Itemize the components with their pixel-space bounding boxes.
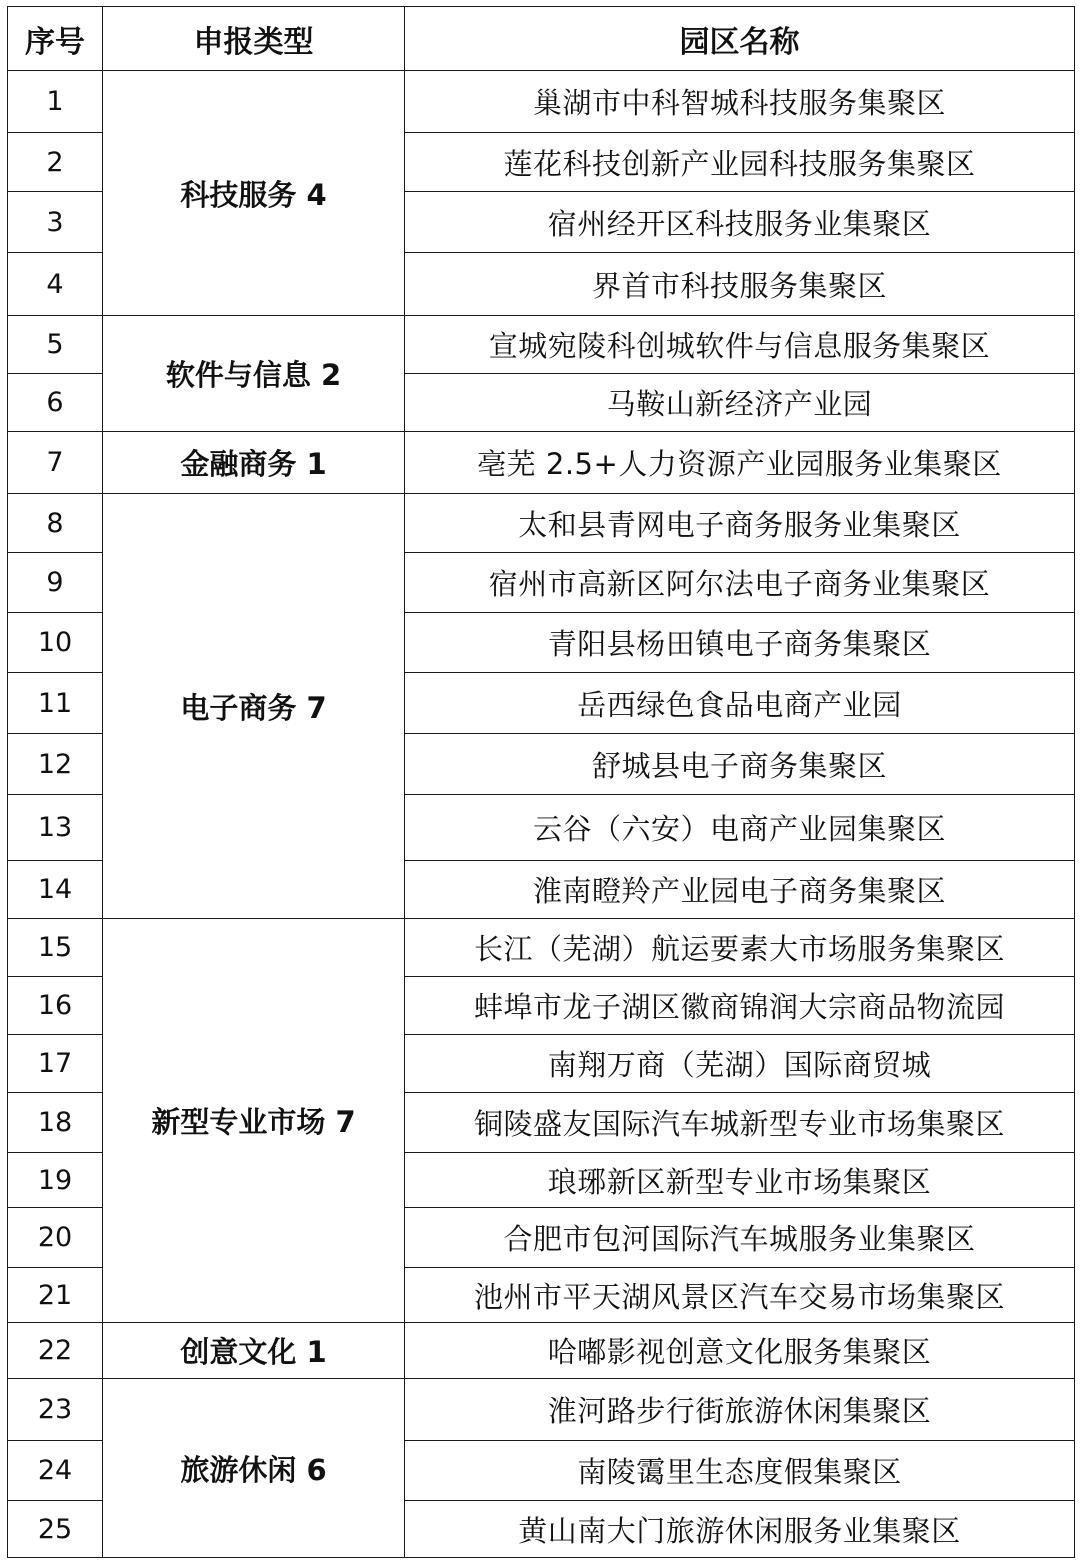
park-name-cell: 铜陵盛友国际汽车城新型专业市场集聚区 <box>405 1093 1075 1153</box>
row-seq-cell: 19 <box>8 1153 103 1208</box>
park-name-cell: 巢湖市中科智城科技服务集聚区 <box>405 71 1075 133</box>
row-seq-cell: 15 <box>8 919 103 977</box>
park-name-cell: 青阳县杨田镇电子商务集聚区 <box>405 613 1075 673</box>
park-name-cell: 长江（芜湖）航运要素大市场服务集聚区 <box>405 919 1075 977</box>
row-seq-cell: 21 <box>8 1268 103 1323</box>
row-seq-cell: 10 <box>8 613 103 673</box>
row-seq-cell: 3 <box>8 192 103 253</box>
row-seq-cell: 16 <box>8 977 103 1035</box>
category-cell: 新型专业市场 7 <box>103 919 405 1323</box>
row-seq-cell: 18 <box>8 1093 103 1153</box>
category-cell: 创意文化 1 <box>103 1323 405 1379</box>
row-seq-cell: 1 <box>8 71 103 133</box>
row-seq-cell: 25 <box>8 1501 103 1558</box>
park-name-cell: 池州市平天湖风景区汽车交易市场集聚区 <box>405 1268 1075 1323</box>
park-name-cell: 宣城宛陵科创城软件与信息服务集聚区 <box>405 316 1075 374</box>
park-name-cell: 界首市科技服务集聚区 <box>405 253 1075 316</box>
table-row <box>8 1323 1075 1379</box>
header-type: 申报类型 <box>103 7 405 71</box>
row-seq-cell: 14 <box>8 861 103 919</box>
header-name: 园区名称 <box>405 7 1075 71</box>
park-name-cell: 舒城县电子商务集聚区 <box>405 734 1075 795</box>
row-seq-cell: 4 <box>8 253 103 316</box>
park-name-cell: 蚌埠市龙子湖区徽商锦润大宗商品物流园 <box>405 977 1075 1035</box>
park-name-cell: 哈嘟影视创意文化服务集聚区 <box>405 1323 1075 1379</box>
park-name-cell: 云谷（六安）电商产业园集聚区 <box>405 795 1075 861</box>
park-name-cell: 淮南瞪羚产业园电子商务集聚区 <box>405 861 1075 919</box>
park-name-cell: 宿州市高新区阿尔法电子商务业集聚区 <box>405 553 1075 613</box>
category-cell: 金融商务 1 <box>103 432 405 494</box>
header-seq: 序号 <box>8 7 103 71</box>
row-seq-cell: 23 <box>8 1379 103 1441</box>
table-row <box>8 432 1075 494</box>
row-seq-cell: 22 <box>8 1323 103 1379</box>
category-cell: 科技服务 4 <box>103 71 405 316</box>
park-name-cell: 太和县青网电子商务服务业集聚区 <box>405 494 1075 553</box>
park-name-cell: 淮河路步行街旅游休闲集聚区 <box>405 1379 1075 1441</box>
category-cell: 电子商务 7 <box>103 494 405 919</box>
row-seq-cell: 13 <box>8 795 103 861</box>
table-row <box>8 494 1075 553</box>
header-row <box>8 7 1075 71</box>
table-body <box>8 71 1075 1558</box>
park-name-cell: 南翔万商（芜湖）国际商贸城 <box>405 1035 1075 1093</box>
row-seq-cell: 2 <box>8 133 103 192</box>
park-name-cell: 亳芜 2.5+人力资源产业园服务业集聚区 <box>405 432 1075 494</box>
table-header <box>8 7 1075 71</box>
row-seq-cell: 17 <box>8 1035 103 1093</box>
row-seq-cell: 6 <box>8 374 103 432</box>
row-seq-cell: 9 <box>8 553 103 613</box>
park-name-cell: 黄山南大门旅游休闲服务业集聚区 <box>405 1501 1075 1558</box>
row-seq-cell: 7 <box>8 432 103 494</box>
park-name-cell: 岳西绿色食品电商产业园 <box>405 673 1075 734</box>
row-seq-cell: 24 <box>8 1441 103 1501</box>
park-name-cell: 莲花科技创新产业园科技服务集聚区 <box>405 133 1075 192</box>
table-row <box>8 316 1075 374</box>
park-list-table <box>7 6 1075 1558</box>
park-name-cell: 南陵霭里生态度假集聚区 <box>405 1441 1075 1501</box>
category-cell: 软件与信息 2 <box>103 316 405 432</box>
park-name-cell: 宿州经开区科技服务业集聚区 <box>405 192 1075 253</box>
row-seq-cell: 5 <box>8 316 103 374</box>
park-name-cell: 合肥市包河国际汽车城服务业集聚区 <box>405 1208 1075 1268</box>
row-seq-cell: 11 <box>8 673 103 734</box>
row-seq-cell: 8 <box>8 494 103 553</box>
park-name-cell: 琅琊新区新型专业市场集聚区 <box>405 1153 1075 1208</box>
row-seq-cell: 20 <box>8 1208 103 1268</box>
table-row <box>8 919 1075 977</box>
category-cell: 旅游休闲 6 <box>103 1379 405 1558</box>
park-name-cell: 马鞍山新经济产业园 <box>405 374 1075 432</box>
table-row <box>8 1379 1075 1441</box>
table-row <box>8 71 1075 133</box>
row-seq-cell: 12 <box>8 734 103 795</box>
